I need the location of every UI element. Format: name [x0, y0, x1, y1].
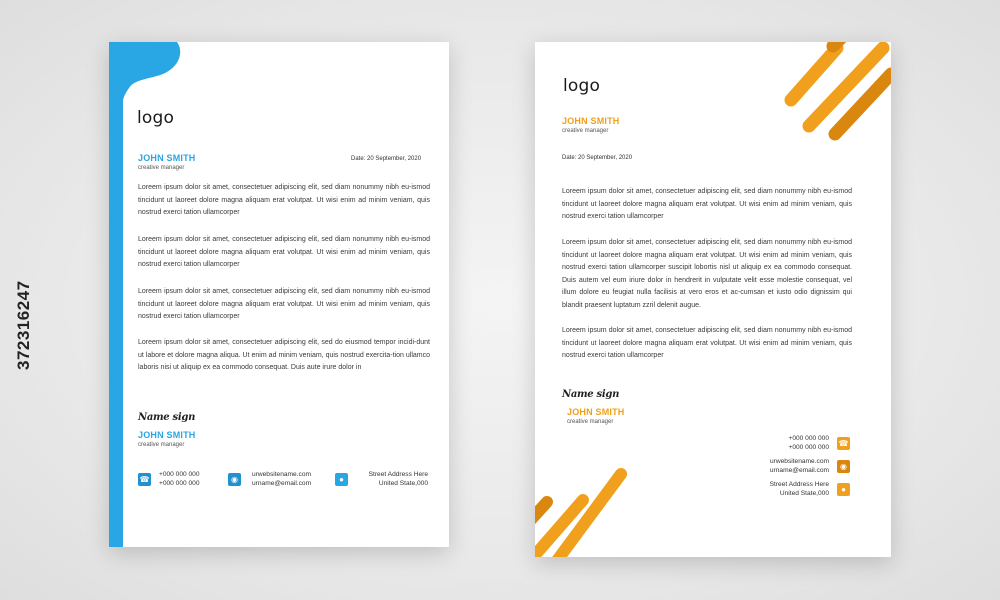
sender-role: creative manager — [138, 165, 185, 171]
body-paragraph: Loreem ipsum dolor sit amet, consectetuer adipiscing elit, sed diam nonummy nibh eu-ismod tincidunt ut laoreet dolore magna aliquam erat volutpat. Ut wisi enim ad minim veniam, quis nostrud exerci tation ullamcorper — [562, 327, 852, 360]
phone-2: +000 000 000 — [788, 444, 829, 451]
address-line-1: Street Address Here — [769, 481, 829, 488]
logo-text: logo — [563, 76, 601, 96]
address-line-2: United State,000 — [779, 490, 829, 497]
body-paragraph: Loreem ipsum dolor sit amet, consectetuer adipiscing elit, sed diam nonummy nibh eu-ismod tincidunt ut laoreet dolore magna aliquam erat volutpat. Ut wisi enim ad minim veniam, quis nostrud exerci tation ullamcorper — [138, 236, 430, 269]
email: urname@email.com — [769, 467, 829, 474]
website: urwebsitename.com — [252, 471, 312, 478]
phone-icon: ☎ — [139, 475, 150, 484]
address-line-1: Street Address Here — [368, 471, 428, 478]
signature: Name sign — [138, 412, 196, 423]
globe-icon: ◉ — [837, 460, 850, 473]
body-paragraph: Loreem ipsum dolor sit amet, consectetuer adipiscing elit, sed diam nonummy nibh eu-ismod tincidunt ut laoreet dolore magna aliquam erat volutpat. Ut wisi enim ad minim veniam, quis nostrud exerci tation ullamcorper — [138, 184, 430, 217]
letter-date: Date: 20 September, 2020 — [351, 156, 422, 162]
body-paragraph: Loreem ipsum dolor sit amet, consectetuer adipiscing elit, sed diam nonummy nibh eu-ismod tincidunt ut laoreet dolore magna aliquam erat volutpat. Ut wisi enim ad minim veniam, quis nostrud exerci tation ullamcorper — [138, 288, 430, 321]
letter-date: Date: 20 September, 2020 — [562, 155, 633, 161]
body-paragraph: Loreem ipsum dolor sit amet, consectetuer adipiscing elit, sed do eiusmod tempor incidi-dunt ut labore et dolore magna aliqua. Ut enim ad minim veniam, quis nostrud exercita-tion ullamco laboris nisi ut aliquip ex ea commodo consequat. Duis aute irure dolor in — [138, 339, 430, 372]
signer-role: creative manager — [138, 442, 185, 448]
stock-id-label: 372316247 — [14, 280, 33, 370]
logo-text: logo — [137, 108, 175, 128]
location-pin-icon: ● — [837, 483, 850, 496]
location-pin-icon: ● — [335, 473, 348, 486]
address-line-2: United State,000 — [378, 480, 428, 487]
email: urname@email.com — [252, 480, 312, 487]
orange-stripes-bottom — [535, 462, 635, 557]
orange-stripes-top — [775, 42, 891, 142]
sender-name: JOHN SMITH — [138, 153, 196, 163]
body-paragraph: Loreem ipsum dolor sit amet, consectetuer adipiscing elit, sed diam nonummy nibh eu-ismod tincidunt ut laoreet dolore magna aliquam erat volutpat. Ut wisi enim ad minim veniam, quis nostrud exerci tation ullamcorper — [562, 188, 852, 221]
phone-1: +000 000 000 — [788, 435, 829, 442]
signer-name: JOHN SMITH — [138, 430, 196, 440]
sender-name: JOHN SMITH — [562, 116, 620, 126]
letterhead-orange — [535, 42, 891, 557]
sender-role: creative manager — [562, 128, 609, 134]
phone-2: +000 000 000 — [159, 480, 200, 487]
blue-side-bar — [109, 42, 123, 547]
body-paragraph: Loreem ipsum dolor sit amet, consectetuer adipiscing elit, sed diam nonummy nibh eu-ismod tincidunt ut laoreet dolore magna aliquam erat volutpat. Ut wisi enim ad minim veniam, quis nostrud exerci tation ullamcorper suscipit lobortis nisl ut aliquip ex ea commodo consequat. Duis autem vel eum iriure dolor in hendrerit in vulputate velit esse molestie consequat, vel illum dolore eu feugiat nulla facilisis at vero eros et ac-cumsan et iusto odio dignissim qui blandit praesent luptatum zzril delenit augue. — [562, 239, 852, 309]
globe-icon: ◉ — [228, 473, 241, 486]
website: urwebsitename.com — [769, 458, 829, 465]
phone-1: +000 000 000 — [159, 471, 200, 478]
signer-name: JOHN SMITH — [567, 407, 625, 417]
letterhead-blue — [109, 42, 449, 547]
signer-role: creative manager — [567, 419, 614, 425]
phone-icon: ☎ — [838, 439, 849, 448]
signature: Name sign — [562, 389, 620, 400]
blue-corner-wave — [109, 42, 189, 102]
